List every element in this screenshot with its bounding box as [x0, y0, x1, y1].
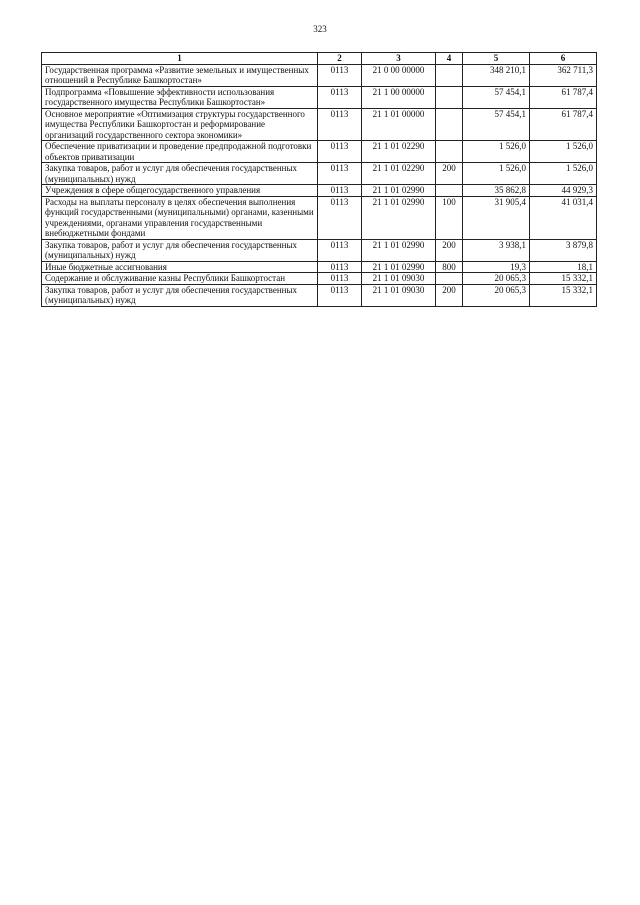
- table-row: [42, 163, 597, 185]
- row-name: Содержание и обслуживание казны Республики Башкортостан: [42, 273, 318, 285]
- amount-col-6: 18,1: [530, 261, 597, 273]
- row-name: Государственная программа «Развитие земельных и имущественных отношений в Республике Башкортостан»: [42, 64, 318, 86]
- table-row: [42, 185, 597, 197]
- amount-col-5: 57 454,1: [463, 86, 530, 108]
- target-article-code: 21 1 00 00000: [362, 86, 436, 108]
- table-body: [42, 64, 597, 306]
- table-row: [42, 86, 597, 108]
- amount-col-5: 19,3: [463, 261, 530, 273]
- amount-col-6: 1 526,0: [530, 163, 597, 185]
- target-article-code: 21 0 00 00000: [362, 64, 436, 86]
- row-name: Закупка товаров, работ и услуг для обеспечения государственных (муниципальных) нужд: [42, 163, 318, 185]
- section-code: 0113: [318, 141, 362, 163]
- header-col-3: 3: [362, 53, 436, 65]
- section-code: 0113: [318, 284, 362, 306]
- header-col-2: 2: [318, 53, 362, 65]
- expense-type-code: [436, 86, 463, 108]
- expense-type-code: [436, 108, 463, 141]
- amount-col-6: 362 711,3: [530, 64, 597, 86]
- target-article-code: 21 1 01 09030: [362, 284, 436, 306]
- page-number: 323: [313, 24, 327, 34]
- section-code: 0113: [318, 261, 362, 273]
- section-code: 0113: [318, 64, 362, 86]
- section-code: 0113: [318, 239, 362, 261]
- header-col-6: 6: [530, 53, 597, 65]
- row-name: Расходы на выплаты персоналу в целях обеспечения выполнения функций государственными (муниципальными) органами, казенными учреждениями, органами управления государственными внебюджетными фондами: [42, 196, 318, 239]
- row-name: Обеспечение приватизации и проведение предпродажной подготовки объектов приватизации: [42, 141, 318, 163]
- row-name: Закупка товаров, работ и услуг для обеспечения государственных (муниципальных) нужд: [42, 284, 318, 306]
- expense-type-code: 200: [436, 163, 463, 185]
- row-name: Учреждения в сфере общегосударственного управления: [42, 185, 318, 197]
- amount-col-5: 20 065,3: [463, 284, 530, 306]
- amount-col-5: 31 905,4: [463, 196, 530, 239]
- expense-type-code: 100: [436, 196, 463, 239]
- section-code: 0113: [318, 86, 362, 108]
- row-name: Иные бюджетные ассигнования: [42, 261, 318, 273]
- budget-table: [41, 52, 597, 307]
- row-name: Закупка товаров, работ и услуг для обеспечения государственных (муниципальных) нужд: [42, 239, 318, 261]
- target-article-code: 21 1 01 09030: [362, 273, 436, 285]
- header-col-1: 1: [42, 53, 318, 65]
- expense-type-code: 800: [436, 261, 463, 273]
- section-code: 0113: [318, 196, 362, 239]
- table-row: [42, 284, 597, 306]
- target-article-code: 21 1 01 02990: [362, 261, 436, 273]
- amount-col-5: 20 065,3: [463, 273, 530, 285]
- table-row: [42, 261, 597, 273]
- header-row: [42, 53, 597, 65]
- section-code: 0113: [318, 185, 362, 197]
- expense-type-code: [436, 273, 463, 285]
- section-code: 0113: [318, 108, 362, 141]
- table-row: [42, 196, 597, 239]
- target-article-code: 21 1 01 02990: [362, 239, 436, 261]
- expense-type-code: 200: [436, 284, 463, 306]
- amount-col-6: 15 332,1: [530, 284, 597, 306]
- amount-col-5: 35 862,8: [463, 185, 530, 197]
- section-code: 0113: [318, 163, 362, 185]
- header-col-4: 4: [436, 53, 463, 65]
- section-code: 0113: [318, 273, 362, 285]
- amount-col-6: 1 526,0: [530, 141, 597, 163]
- amount-col-5: 57 454,1: [463, 108, 530, 141]
- row-name: Основное мероприятие «Оптимизация структуры государственного имущества Республики Башкортостан и реформирование организаций государственного сектора экономики»: [42, 108, 318, 141]
- header-col-5: 5: [463, 53, 530, 65]
- table-row: [42, 64, 597, 86]
- table-row: [42, 273, 597, 285]
- row-name: Подпрограмма «Повышение эффективности использования государственного имущества Республики Башкортостан»: [42, 86, 318, 108]
- amount-col-5: 3 938,1: [463, 239, 530, 261]
- amount-col-6: 44 929,3: [530, 185, 597, 197]
- target-article-code: 21 1 01 02290: [362, 163, 436, 185]
- expense-type-code: [436, 185, 463, 197]
- expense-type-code: [436, 64, 463, 86]
- target-article-code: 21 1 01 02990: [362, 185, 436, 197]
- target-article-code: 21 1 01 02990: [362, 196, 436, 239]
- expense-type-code: 200: [436, 239, 463, 261]
- amount-col-5: 1 526,0: [463, 141, 530, 163]
- amount-col-6: 61 787,4: [530, 86, 597, 108]
- expense-type-code: [436, 141, 463, 163]
- table-row: [42, 108, 597, 141]
- amount-col-6: 15 332,1: [530, 273, 597, 285]
- target-article-code: 21 1 01 02290: [362, 141, 436, 163]
- amount-col-6: 41 031,4: [530, 196, 597, 239]
- amount-col-5: 348 210,1: [463, 64, 530, 86]
- amount-col-5: 1 526,0: [463, 163, 530, 185]
- target-article-code: 21 1 01 00000: [362, 108, 436, 141]
- table-row: [42, 141, 597, 163]
- table-row: [42, 239, 597, 261]
- amount-col-6: 61 787,4: [530, 108, 597, 141]
- amount-col-6: 3 879,8: [530, 239, 597, 261]
